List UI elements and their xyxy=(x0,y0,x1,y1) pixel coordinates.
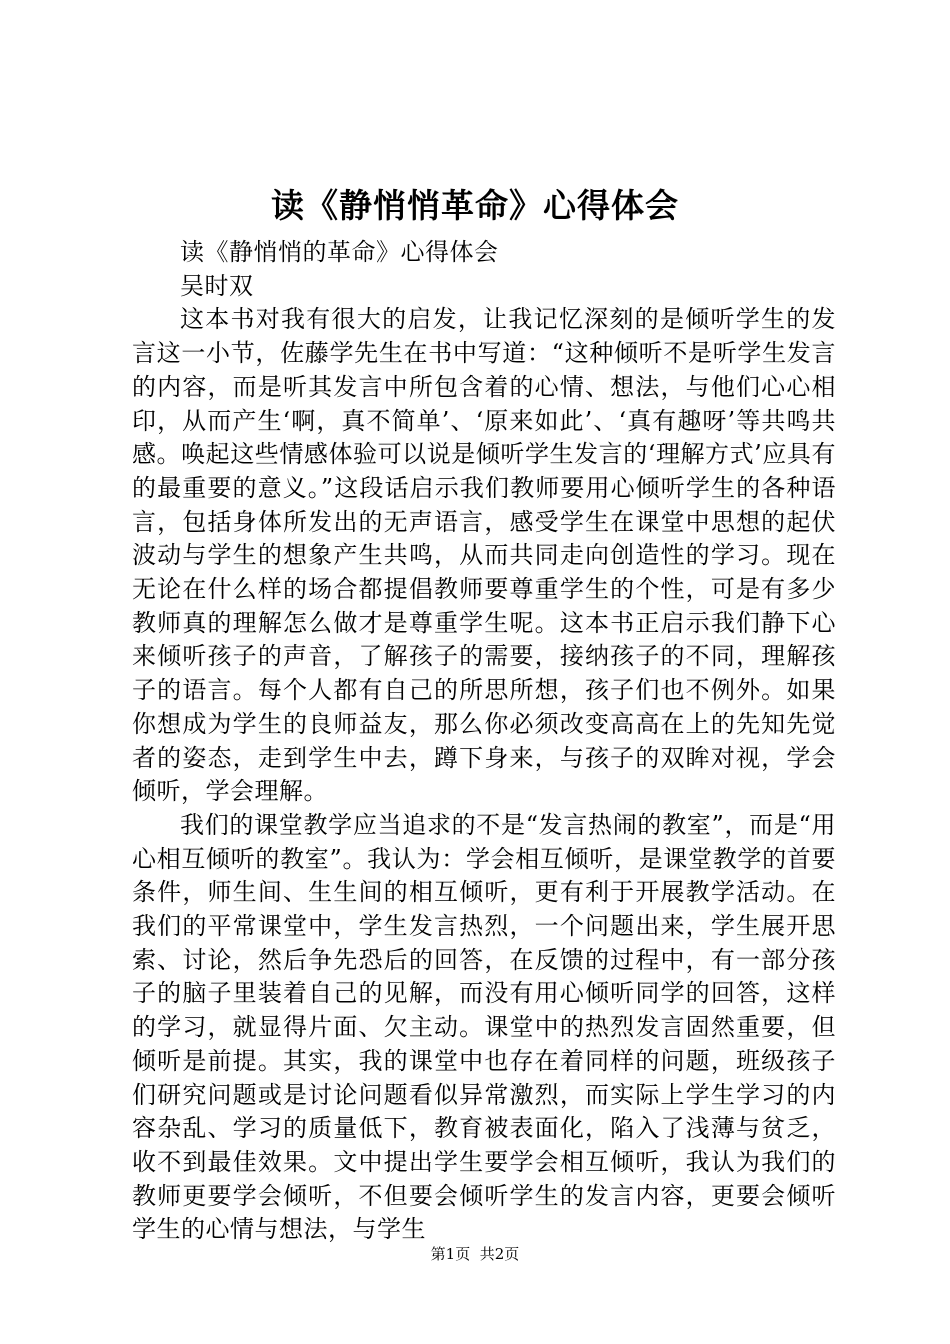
page-footer xyxy=(0,1244,950,1264)
page-number: 第1页 xyxy=(430,1245,471,1263)
document-title: 读《静悄悄革命》心得体会 xyxy=(271,186,679,225)
document-body xyxy=(132,236,836,1247)
document-author: 吴时双 xyxy=(180,271,254,300)
body-paragraph-1: 这本书对我有很大的启发，让我记忆深刻的是倾听学生的发言这一小节，佐藤学先生在书中写道：“这种倾听不是听学生发言的内容，而是听其发言中所包含着的心情、想法，与他们心心相印，从而产生‘啊，真不简单’、‘原来如此’、‘真有趣呀’等共鸣共感。唤起这些情感体验可以说是倾听学生发言的‘理解方式’应具有的最重要的意义。”这段话启示我们教师要用心倾听学生的各种语言，包括身体所发出的无声语言，感受学生在课堂中思想的起伏波动与学生的想象产生共鸣，从而共同走向创造性的学习。现在无论在什么样的场合都提倡教师要尊重学生的个性，可是有多少教师真的理解怎么做才是尊重学生呢。这本书正启示我们静下心来倾听孩子的声音，了解孩子的需要，接纳孩子的不同，理解孩子的语言。每个人都有自己的所思所想，孩子们也不例外。如果你想成为学生的良师益友，那么你必须改变高高在上的先知先觉者的姿态，走到学生中去，蹲下身来，与孩子的双眸对视，学会倾听，学会理解。 xyxy=(132,305,836,806)
body-paragraph-2: 我们的课堂教学应当追求的不是“发言热闹的教室”，而是“用心相互倾听的教室”。我认为：学会相互倾听，是课堂教学的首要条件，师生间、生生间的相互倾听，更有利于开展教学活动。在我们的平常课堂中，学生发言热烈，一个问题出来，学生展开思索、讨论，然后争先恐后的回答，在反馈的过程中，有一部分孩子的脑子里装着自己的见解，而没有用心倾听同学的回答，这样的学习，就显得片面、欠主动。课堂中的热烈发言固然重要，但倾听是前提。其实，我的课堂中也存在着同样的问题，班级孩子们研究问题或是讨论问题看似异常激烈，而实际上学生学习的内容杂乱、学习的质量低下，教育被表面化，陷入了浅薄与贫乏，收不到最佳效果。文中提出学生要学会相互倾听，我认为我们的教师更要学会倾听，不但要会倾听学生的发言内容，更要会倾听学生的心情与想法，与学生 xyxy=(132,810,836,1244)
document-subtitle: 读《静悄悄的革命》心得体会 xyxy=(180,238,499,266)
page-total: 共2页 xyxy=(479,1245,520,1263)
